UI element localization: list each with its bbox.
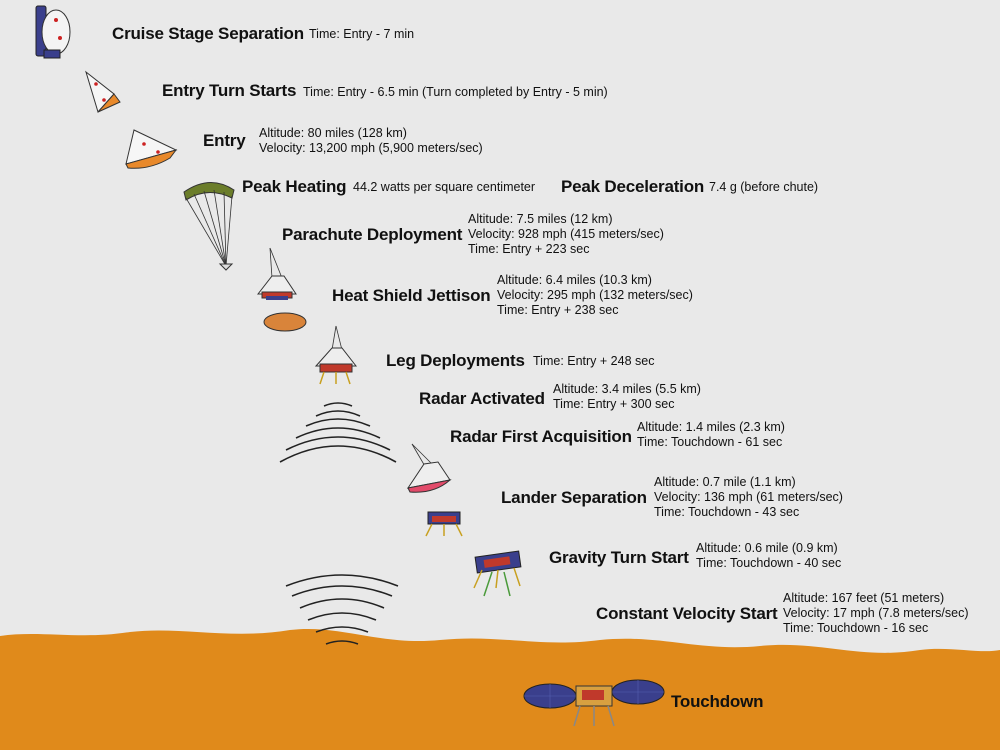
detail-line: Time: Entry + 238 sec	[497, 303, 619, 317]
event-label-entry: Entry	[203, 131, 246, 150]
event-label-gravity-turn-start: Gravity Turn Start	[549, 548, 689, 567]
detail-line: Velocity: 17 mph (7.8 meters/sec)	[783, 606, 969, 620]
backshell-with-lander-icon	[252, 248, 302, 308]
detail-line: Velocity: 928 mph (415 meters/sec)	[468, 227, 664, 241]
detail-line: Time: Entry + 300 sec	[553, 397, 675, 411]
event-label-leg-deployments: Leg Deployments	[386, 351, 525, 370]
entry-capsule-turn-icon	[76, 62, 126, 118]
event-details-radar-first-acquisition	[637, 420, 785, 450]
event-details-lander-separation	[654, 475, 843, 520]
event-label-parachute-deployment: Parachute Deployment	[282, 225, 463, 244]
event-label-lander-separation: Lander Separation	[501, 488, 647, 507]
event-label-entry-turn: Entry Turn Starts	[162, 81, 297, 100]
event-label-peak-deceleration: Peak Deceleration	[561, 177, 705, 196]
event-details-heat-shield-jettison	[497, 273, 693, 318]
detail-line: Altitude: 7.5 miles (12 km)	[468, 212, 613, 226]
radar-waves-ground-icon	[282, 570, 402, 650]
detail-line: Time: Entry + 248 sec	[533, 354, 655, 368]
event-details-constant-velocity-start	[783, 591, 969, 636]
event-label-peak-heating: Peak Heating	[242, 177, 347, 196]
event-details-parachute-deployment	[468, 212, 664, 257]
detail-line: Velocity: 295 mph (132 meters/sec)	[497, 288, 693, 302]
event-details-peak-heating	[353, 180, 535, 195]
event-details-peak-deceleration	[709, 180, 818, 195]
lander-touchdown-icon	[522, 672, 666, 736]
detail-line: 44.2 watts per square centimeter	[353, 180, 536, 194]
detail-line: Altitude: 80 miles (128 km)	[259, 126, 407, 140]
backshell-separation-icon	[404, 444, 454, 494]
event-label-cruise-separation: Cruise Stage Separation	[112, 24, 304, 43]
cruise-stage-icon	[30, 4, 80, 64]
detail-line: Velocity: 13,200 mph (5,900 meters/sec)	[259, 141, 483, 155]
detail-line: Time: Entry + 223 sec	[468, 242, 590, 256]
event-details-radar-activated	[553, 382, 701, 412]
entry-capsule-icon	[120, 124, 184, 172]
detail-line: Altitude: 6.4 miles (10.3 km)	[497, 273, 652, 287]
detail-line: Altitude: 1.4 miles (2.3 km)	[637, 420, 785, 434]
detail-line: Altitude: 0.7 mile (1.1 km)	[654, 475, 796, 489]
detail-line: Time: Entry - 7 min	[309, 27, 415, 41]
event-label-heat-shield-jettison: Heat Shield Jettison	[332, 286, 491, 305]
detail-line: Time: Touchdown - 61 sec	[637, 435, 783, 449]
detail-line: Time: Entry - 6.5 min (Turn completed by Entry - 5 min)	[303, 85, 608, 99]
event-details-cruise-separation	[309, 27, 414, 42]
detail-line: Altitude: 0.6 mile (0.9 km)	[696, 541, 838, 555]
event-label-constant-velocity-start: Constant Velocity Start	[596, 604, 778, 623]
detail-line: Velocity: 136 mph (61 meters/sec)	[654, 490, 843, 504]
lander-freefall-icon	[420, 506, 470, 542]
event-details-gravity-turn-start	[696, 541, 841, 571]
radar-waves-icon	[278, 398, 398, 468]
event-label-radar-first-acquisition: Radar First Acquisition	[450, 427, 632, 446]
event-details-entry	[259, 126, 483, 156]
detail-line: Altitude: 3.4 miles (5.5 km)	[553, 382, 701, 396]
event-details-leg-deployments	[533, 354, 654, 369]
detail-line: Time: Touchdown - 16 sec	[783, 621, 929, 635]
parachute-icon	[180, 176, 240, 272]
heat-shield-icon	[262, 310, 308, 334]
lander-gravity-turn-icon	[462, 544, 538, 604]
event-label-touchdown: Touchdown	[671, 692, 764, 711]
detail-line: Time: Touchdown - 43 sec	[654, 505, 800, 519]
event-details-entry-turn	[303, 85, 608, 100]
lander-legs-deployed-icon	[310, 326, 360, 390]
event-label-radar-activated: Radar Activated	[419, 389, 545, 408]
detail-line: Time: Touchdown - 40 sec	[696, 556, 842, 570]
detail-line: Altitude: 167 feet (51 meters)	[783, 591, 945, 605]
detail-line: 7.4 g (before chute)	[709, 180, 819, 194]
